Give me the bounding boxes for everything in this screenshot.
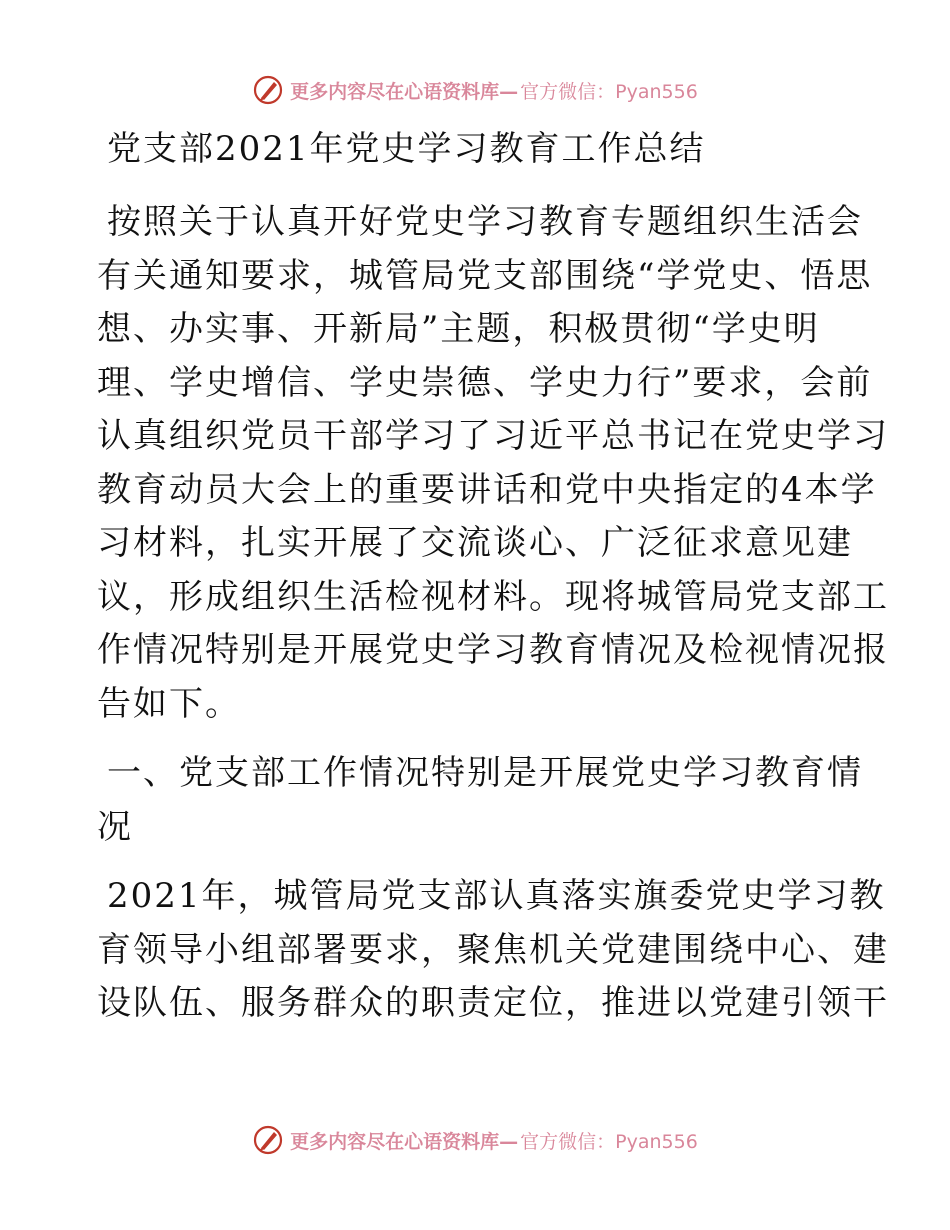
watermark-text: 更多内容尽在心语资料库— bbox=[290, 80, 519, 103]
watermark-contact: 官方微信：Pyan556 bbox=[520, 1130, 698, 1153]
watermark-header bbox=[0, 70, 950, 110]
text-line: 习材料，扎实开展了交流谈心、广泛征求意见建 bbox=[97, 523, 853, 563]
text-line: 想、办实事、开新局”主题，积极贯彻“学史明 bbox=[97, 309, 820, 349]
text-line: 议，形成组织生活检视材料。现将城管局党支部工 bbox=[97, 576, 889, 617]
text-line: 按照关于认真开好党史学习教育专题组织生活会 bbox=[107, 202, 863, 242]
document-title: 党支部2021年党史学习教育工作总结 bbox=[107, 129, 706, 169]
watermark-footer bbox=[0, 1120, 950, 1160]
text-line: 教育动员大会上的重要讲话和党中央指定的4本学 bbox=[97, 469, 877, 510]
document-body bbox=[97, 124, 889, 1047]
heading-line: 况 bbox=[97, 806, 133, 847]
text-line: 理、学史增信、学史崇德、学史力行”要求，会前 bbox=[97, 362, 873, 403]
watermark-contact: 官方微信：Pyan556 bbox=[520, 80, 698, 103]
paragraph-intro bbox=[97, 196, 889, 731]
text-line: 有关通知要求，城管局党支部围绕“学党史、悟思 bbox=[97, 255, 873, 296]
quill-pen-logo-icon bbox=[252, 1124, 284, 1156]
watermark-text: 更多内容尽在心语资料库— bbox=[290, 1130, 519, 1153]
paragraph-section-1 bbox=[97, 870, 889, 1031]
quill-pen-logo-icon bbox=[252, 74, 284, 106]
text-line: 育领导小组部署要求，聚焦机关党建围绕中心、建 bbox=[97, 929, 889, 970]
text-line: 告如下。 bbox=[97, 683, 241, 724]
heading-line: 一、党支部工作情况特别是开展党史学习教育情 bbox=[107, 753, 863, 793]
text-line: 2021年，城管局党支部认真落实旗委党史学习教 bbox=[107, 876, 886, 916]
text-line: 认真组织党员干部学习了习近平总书记在党史学习 bbox=[97, 416, 889, 456]
text-line: 设队伍、服务群众的职责定位，推进以党建引领干 bbox=[97, 983, 889, 1023]
text-line: 作情况特别是开展党史学习教育情况及检视情况报 bbox=[97, 630, 889, 670]
section-heading-1 bbox=[97, 747, 863, 854]
